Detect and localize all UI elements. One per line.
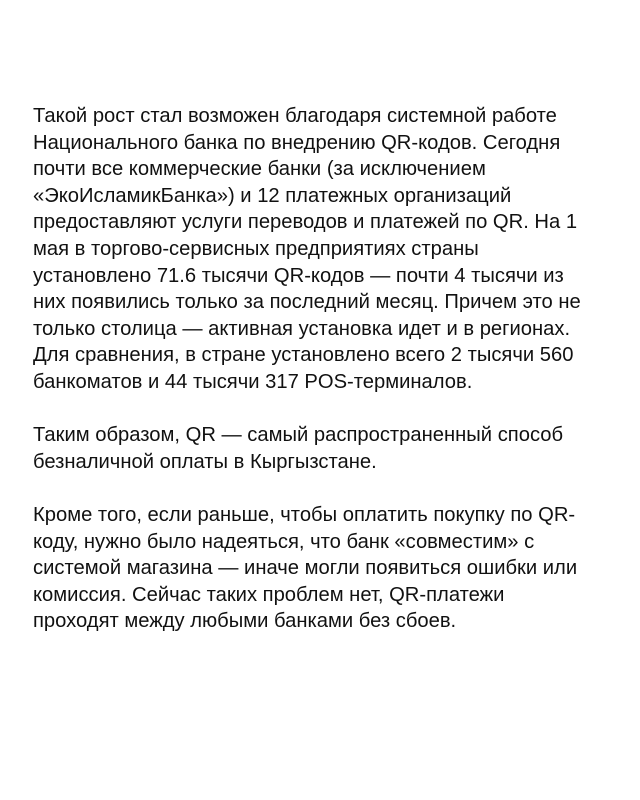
paragraph-qr-growth: Такой рост стал возможен благодаря системной работе Национального банка по внедрению QR-кодов. Сегодня почти все коммерческие банки (за исключением «ЭкоИсламикБанка») и 12 платежных организаций предоставляют услуги переводов и платежей по QR. На 1 мая в торгово-сервисных предприятиях страны установлено 71.6 тысячи QR-кодов — почти 4 тысячи из них появились только за последний месяц. Причем это не только столица — активная установка идет и в регионах. Для сравнения, в стране установлено всего 2 тысячи 560 банкоматов и 44 тысячи 317 POS-терминалов. (33, 105, 581, 393)
paragraph-qr-compatibility: Кроме того, если раньше, чтобы оплатить покупку по QR- коду, нужно было надеяться, что банк «совместим» с системой магазина — иначе могли появиться ошибки или комиссия. Сейчас таких проблем нет, QR-платежи проходят между любыми банками без сбоев. (33, 503, 578, 633)
article-body (33, 103, 623, 635)
paragraph-qr-conclusion: Таким образом, QR — самый распространенный способ безналичной оплаты в Кыргызстане. (33, 424, 564, 473)
